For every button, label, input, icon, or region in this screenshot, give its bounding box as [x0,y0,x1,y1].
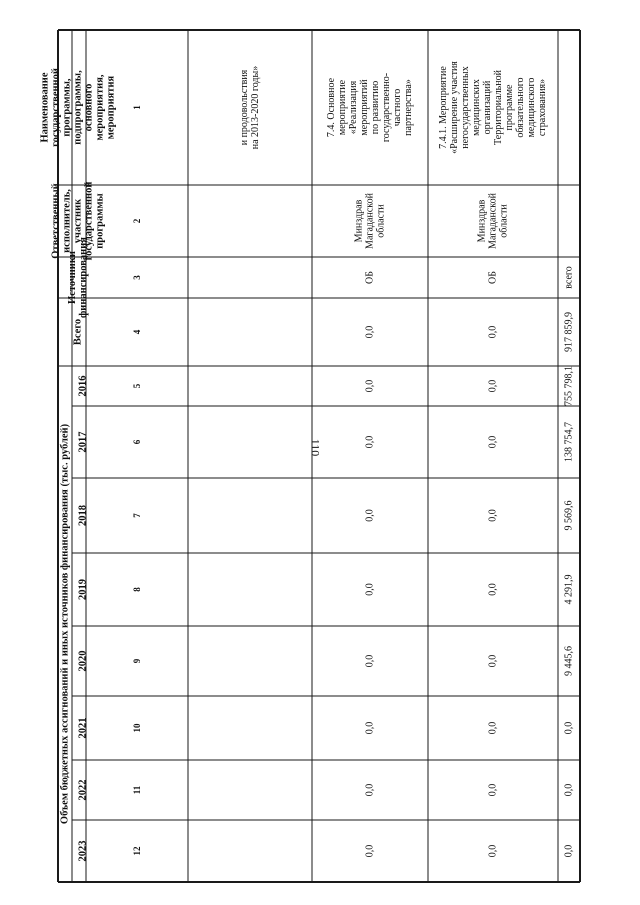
header-year: 2017 [77,431,89,453]
header-total: Всего [72,318,84,346]
row-name: государственно- [381,72,392,143]
header-year: 2020 [77,650,89,672]
total-label: всего [563,266,575,289]
row-name: и продовольствия [239,69,250,146]
row-source: ОБ [487,271,499,284]
row-name: частного [392,88,403,127]
row-executor: Магаданской [364,193,376,249]
column-number: 12 [132,846,142,856]
row-name: по развитию [370,80,381,135]
header-col2: Ответственный [50,183,62,259]
column-number: 9 [132,658,142,664]
header-col1: Наименование [39,72,51,143]
total-value: 9 445,6 [563,646,575,676]
row-executor: области [375,204,387,238]
row-value: 0,0 [487,654,499,668]
row-value: 0,0 [487,379,499,393]
row-name: медицинских [471,79,482,136]
table-grid [58,30,580,882]
header-col3: Источники [67,251,78,304]
row-name: мероприятий [359,79,370,136]
row-name: обязательного [515,77,526,138]
row-name: страхования» [537,78,548,137]
total-value: 755 798,1 [563,366,575,406]
row-name: организаций [482,80,493,135]
row-value: 0,0 [487,509,499,522]
row-executor: Магаданской [487,193,499,249]
row-value: 0,0 [364,654,376,668]
column-number: 1 [132,105,142,110]
header-col1: подпрограммы, [72,70,84,145]
row-value: 0,0 [364,325,376,339]
total-value: 0,0 [563,721,575,735]
header-col2: участник [72,198,84,244]
row-name: программе [504,84,515,131]
page-number: 110 [308,438,323,457]
header-col3: финансирования [78,237,89,318]
header-group-title: Объем бюджетных ассигнований и иных источников финансирования (тыс. рублей) [59,423,71,825]
header-col2: программы [94,193,106,249]
header-col1: мероприятия, [94,74,106,141]
row-value: 0,0 [487,583,499,596]
row-value: 0,0 [364,509,376,522]
row-value: 0,0 [364,783,376,797]
column-number: 6 [132,439,142,445]
header-year: 2023 [77,840,89,862]
header-col1: основного [83,83,95,132]
row-executor: Минздрав [353,199,365,243]
row-name: мероприятие [337,79,348,136]
row-value: 0,0 [364,583,376,596]
row-value: 0,0 [487,325,499,339]
column-number: 3 [132,275,142,280]
column-number: 11 [132,785,142,795]
row-name: медицинского [526,77,537,138]
total-value: 138 754,7 [563,422,575,462]
total-value: 9 569,6 [563,500,575,531]
header-col1: мероприятия [105,75,117,140]
total-value: 917 859,9 [563,312,575,352]
table-text [40,61,575,862]
row-name: Территориальной [493,70,504,145]
total-value: 0,0 [563,844,575,858]
row-name: 7.4. Основное [326,77,337,138]
row-name: негосударственных [460,66,471,149]
row-value: 0,0 [487,721,499,735]
row-name: «Расширение участия [449,61,460,154]
row-value: 0,0 [487,435,499,449]
total-value: 4 291,9 [563,574,575,605]
header-year: 2021 [77,717,89,739]
header-year: 2016 [77,375,89,397]
header-col2: государственной [83,181,95,261]
row-value: 0,0 [364,844,376,858]
header-col2: исполнитель, [61,189,73,253]
total-value: 0,0 [563,783,575,797]
header-year: 2022 [77,779,89,801]
column-number: 2 [132,218,142,224]
row-name: партнерства» [403,79,414,136]
row-value: 0,0 [364,435,376,449]
row-executor: области [498,204,510,238]
header-year: 2019 [77,579,89,600]
header-col1: программы, [61,78,73,137]
column-number: 8 [132,587,142,592]
row-source: ОБ [364,271,376,284]
header-year: 2018 [77,505,89,526]
row-value: 0,0 [487,844,499,858]
row-value: 0,0 [364,379,376,393]
row-value: 0,0 [487,783,499,797]
row-value: 0,0 [364,721,376,735]
row-name: «Реализация [348,80,359,135]
row-executor: Минздрав [476,199,488,243]
row-name: на 2013-2020 годы» [250,65,261,150]
row-name: 7.4.1. Мероприятие [438,66,449,149]
column-number: 7 [132,513,142,518]
column-number: 4 [132,329,142,335]
column-number: 10 [132,723,142,733]
column-number: 5 [132,383,142,389]
header-col1: государственной [50,68,62,147]
